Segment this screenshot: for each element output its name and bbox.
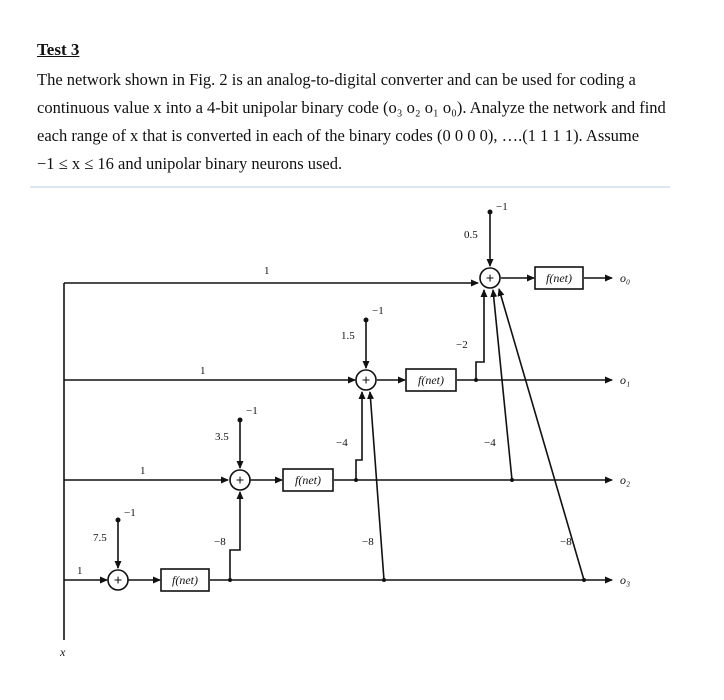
bias-weight-n3: 7.5 [93, 532, 107, 544]
bias3-dot [116, 518, 121, 523]
weight-o3-n2: −8 [214, 536, 226, 548]
weight-o2-n1: −4 [336, 437, 348, 449]
bias1-dot [364, 318, 369, 323]
weight-x-n1: 1 [200, 365, 206, 377]
output-o2: o₂ [620, 473, 631, 487]
junction-o1-n0 [474, 378, 478, 382]
neuron1-plus: + [361, 373, 371, 389]
o3-to-n2 [230, 492, 240, 580]
junction-o2-n1 [354, 478, 358, 482]
output-o1: o₁ [620, 373, 631, 387]
weight-o3-n1: −8 [362, 536, 374, 548]
weight-o3-n0: −8 [560, 536, 572, 548]
neuron2-fnet-label: f(net) [295, 473, 321, 487]
neuron0-plus: + [485, 271, 495, 287]
junction-o3-n1 [382, 578, 386, 582]
statement-line-4: −1 ≤ x ≤ 16 and unipolar binary neurons used. [37, 154, 343, 173]
neuron3-fnet-label: f(net) [172, 573, 198, 587]
bias0-dot [488, 210, 493, 215]
bias-input-n3: −1 [124, 507, 136, 519]
weight-o2-n0: −4 [484, 437, 496, 449]
bias-weight-n2: 3.5 [215, 431, 229, 443]
junction-o3-n2 [228, 578, 232, 582]
weight-x-n2: 1 [140, 465, 146, 477]
bias-weight-n1: 1.5 [341, 330, 355, 342]
bias-input-n1: −1 [372, 305, 384, 317]
weight-o1-n0: −2 [456, 339, 468, 351]
output-o3: o₃ [620, 573, 631, 587]
test-heading: Test 3 [37, 40, 80, 59]
statement-line-1: The network shown in Fig. 2 is an analog-to-digital converter and can be used for coding a [37, 70, 636, 89]
bias-weight-n0: 0.5 [464, 229, 478, 241]
statement-line-3: each range of x that is converted in each of the binary codes (0 0 0 0), ….(1 1 1 1). Assume [37, 126, 640, 145]
weight-x-n0: 1 [264, 265, 270, 277]
junction-o2-n0 [510, 478, 514, 482]
o1-to-n0 [476, 290, 484, 380]
neuron1-fnet-label: f(net) [418, 373, 444, 387]
output-o0: o₀ [620, 271, 631, 285]
neuron0-fnet-label: f(net) [546, 271, 572, 285]
neuron2-plus: + [235, 473, 245, 489]
bias-input-n0: −1 [496, 201, 508, 213]
o3-to-n1 [370, 392, 384, 580]
weight-x-n3: 1 [77, 565, 83, 577]
o2-to-n1 [356, 392, 362, 480]
input-x-label: x [60, 645, 66, 659]
statement-line-2: continuous value x into a 4-bit unipolar binary code (o₃ o₂ o₁ o₀). Analyze the network and find [37, 98, 666, 117]
junction-o3-n0 [582, 578, 586, 582]
bias-input-n2: −1 [246, 405, 258, 417]
bias2-dot [238, 418, 243, 423]
neuron3-plus: + [113, 573, 123, 589]
o2-to-n0 [493, 290, 512, 480]
